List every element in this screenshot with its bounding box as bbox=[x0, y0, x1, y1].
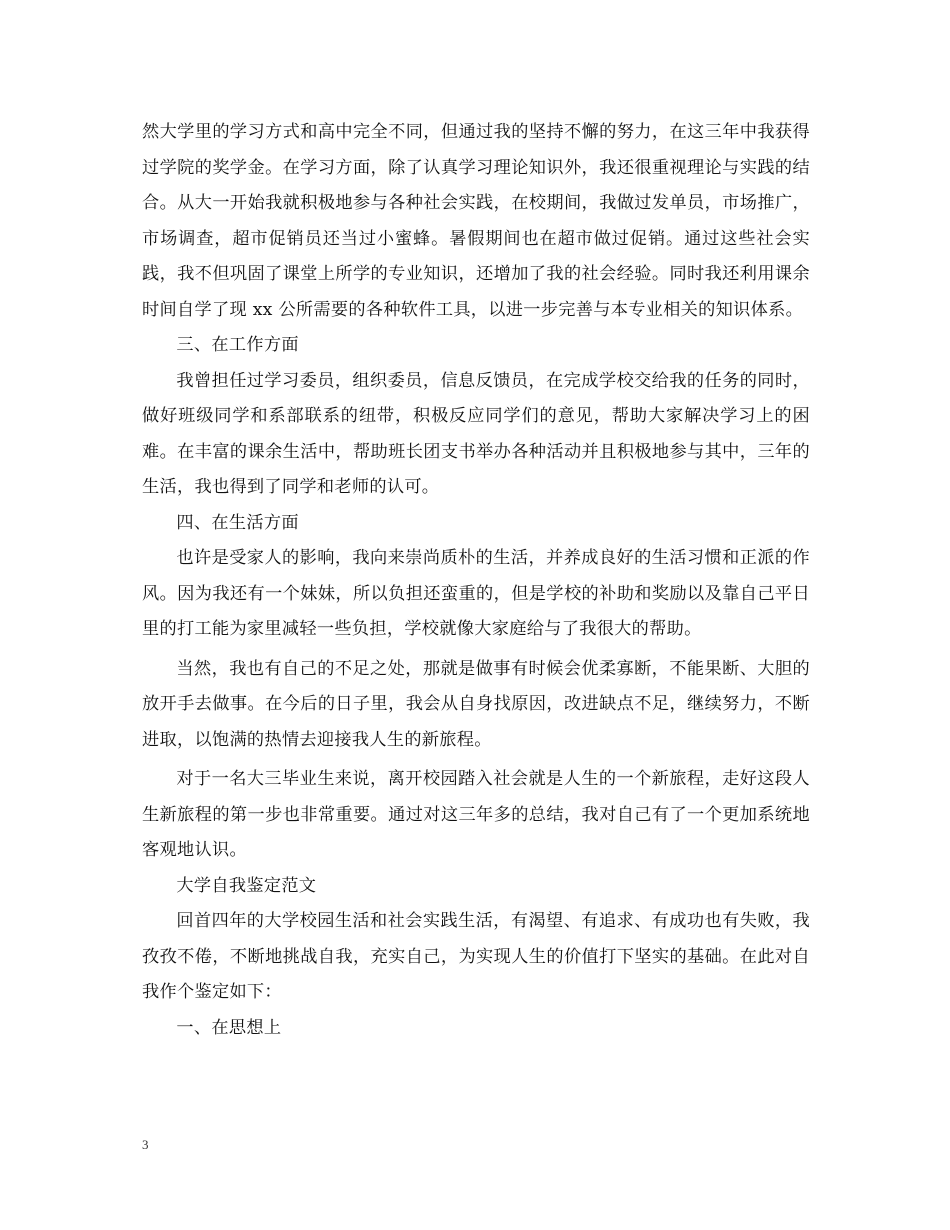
paragraph-study-continued: 然大学里的学习方式和高中完全不同，但通过我的坚持不懈的努力，在这三年中我获得过学院的奖学金。在学习方面，除了认真学习理论知识外，我还很重视理论与实践的结合。从大一开始我就积极地参与各种社会实践，在校期间，我做过发单员，市场推广，市场调查，超市促销员还当过小蜜蜂。暑假期间也在超市做过促销。通过这些社会实践，我不但巩固了课堂上所学的专业知识，还增加了我的社会经验。同时我还利用课余时间自学了现 xx 公所需要的各种软件工具，以进一步完善与本专业相关的知识体系。 bbox=[142, 122, 810, 320]
paragraph-shortcomings: 当然，我也有自己的不足之处，那就是做事有时候会优柔寡断，不能果断、大胆的放开手去做事。在今后的日子里，我会从自身找原因，改进缺点不足，继续努力，不断进取，以饱满的热情去迎接我人生的新旅程。 bbox=[142, 658, 810, 750]
heading-life: 四、在生活方面 bbox=[176, 512, 299, 533]
paragraph-life: 也许是受家人的影响，我向来崇尚质朴的生活，并养成良好的生活习惯和正派的作风。因为我还有一个妹妹，所以负担还蛮重的，但是学校的补助和奖励以及靠自己平日里的打工能为家里减轻一些负担，学校就像大家庭给与了我很大的帮助。 bbox=[142, 548, 810, 639]
heading-sample: 大学自我鉴定范文 bbox=[176, 875, 317, 896]
page-number: 3 bbox=[142, 1137, 149, 1152]
paragraph-work: 我曾担任过学习委员，组织委员，信息反馈员，在完成学校交给我的任务的同时，做好班级同学和系部联系的纽带，积极反应同学们的意见，帮助大家解决学习上的困难。在丰富的课余生活中，帮助班长团支书举办各种活动并且积极地参与其中，三年的生活，我也得到了同学和老师的认可。 bbox=[142, 370, 810, 497]
heading-work: 三、在工作方面 bbox=[176, 335, 299, 355]
heading-thought: 一、在思想上 bbox=[176, 1017, 282, 1038]
paragraph-summary: 对于一名大三毕业生来说，离开校园踏入社会就是人生的一个新旅程，走好这段人生新旅程的第一步也非常重要。通过对这三年多的总结，我对自己有了一个更加系统地客观地认识。 bbox=[142, 769, 810, 860]
paragraph-retrospect: 回首四年的大学校园生活和社会实践生活，有渴望、有追求、有成功也有失败，我孜孜不倦，不断地挑战自我，充实自己，为实现人生的价值打下坚实的基础。在此对自我作个鉴定如下： bbox=[142, 911, 810, 1002]
document-body bbox=[142, 115, 810, 1046]
